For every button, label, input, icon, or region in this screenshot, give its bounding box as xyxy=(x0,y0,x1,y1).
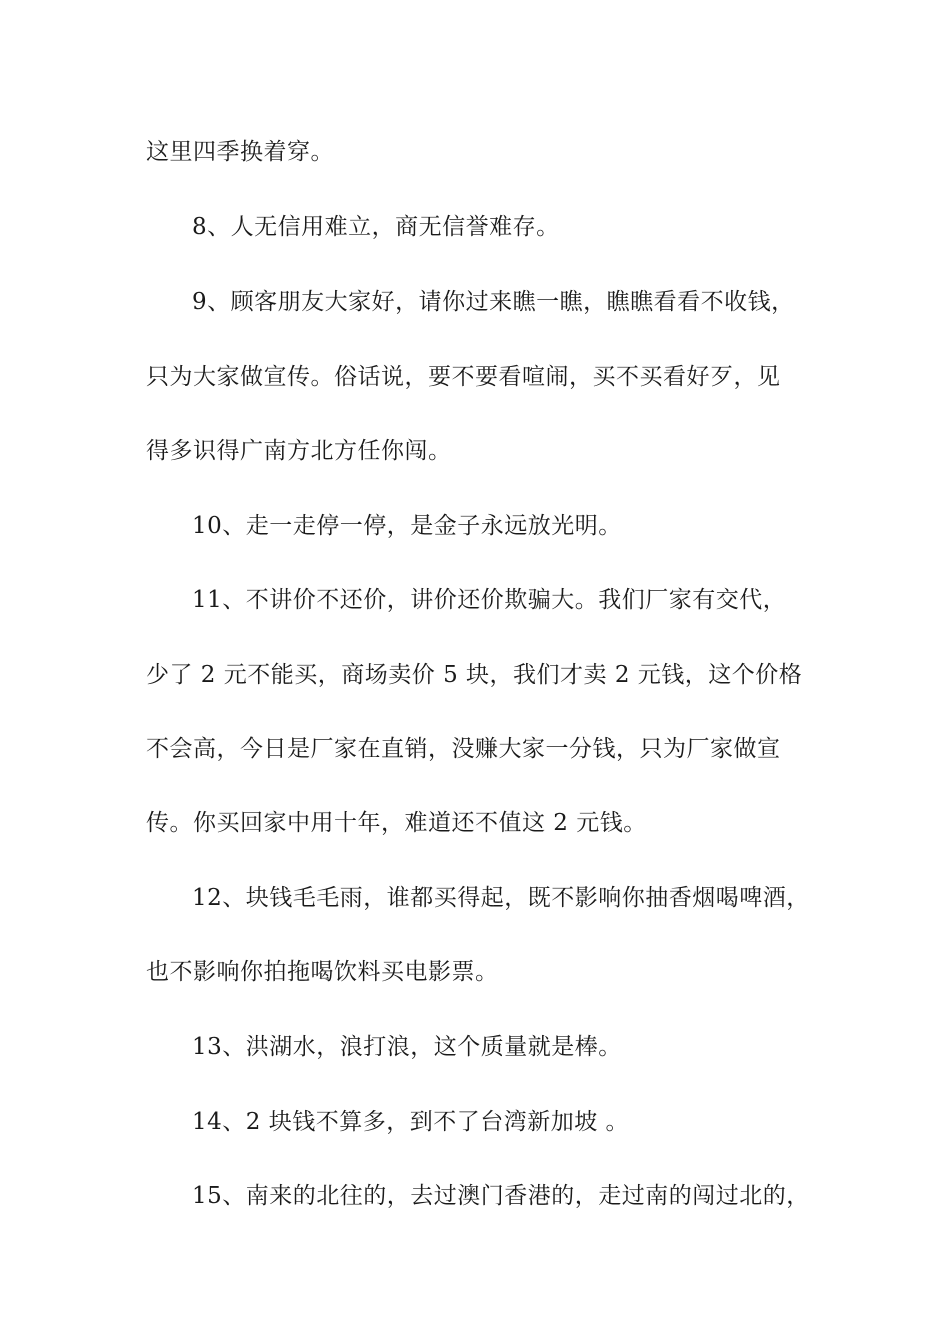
text-line: 15、南来的北往的，去过澳门香港的，走过南的闯过北的， xyxy=(192,1183,810,1209)
text-line: 11、不讲价不还价，讲价还价欺骗大。我们厂家有交代， xyxy=(192,587,787,613)
text-line: 得多识得广南方北方任你闯。 xyxy=(146,438,452,464)
text-line: 8、人无信用难立，商无信誉难存。 xyxy=(192,214,560,240)
text-line: 12、块钱毛毛雨，谁都买得起，既不影响你抽香烟喝啤酒， xyxy=(192,885,810,911)
text-line: 9、顾客朋友大家好，请你过来瞧一瞧，瞧瞧看看不收钱， xyxy=(192,289,795,315)
text-line: 少了 2 元不能买，商场卖价 5 块，我们才卖 2 元钱，这个价格 xyxy=(146,662,803,688)
text-line: 也不影响你拍拖喝饮料买电影票。 xyxy=(146,959,499,985)
text-line: 不会高，今日是厂家在直销，没赚大家一分钱，只为厂家做宣 xyxy=(146,736,781,762)
text-line: 10、走一走停一停，是金子永远放光明。 xyxy=(192,513,622,539)
text-line: 13、洪湖水，浪打浪，这个质量就是棒。 xyxy=(192,1034,622,1060)
text-line: 只为大家做宣传。俗话说，要不要看喧闹，买不买看好歹，见 xyxy=(146,364,781,390)
text-line: 传。你买回家中用十年，难道还不值这 2 元钱。 xyxy=(146,810,647,836)
text-line: 14、2 块钱不算多，到不了台湾新加坡 。 xyxy=(192,1109,630,1135)
text-line: 这里四季换着穿。 xyxy=(146,139,334,165)
